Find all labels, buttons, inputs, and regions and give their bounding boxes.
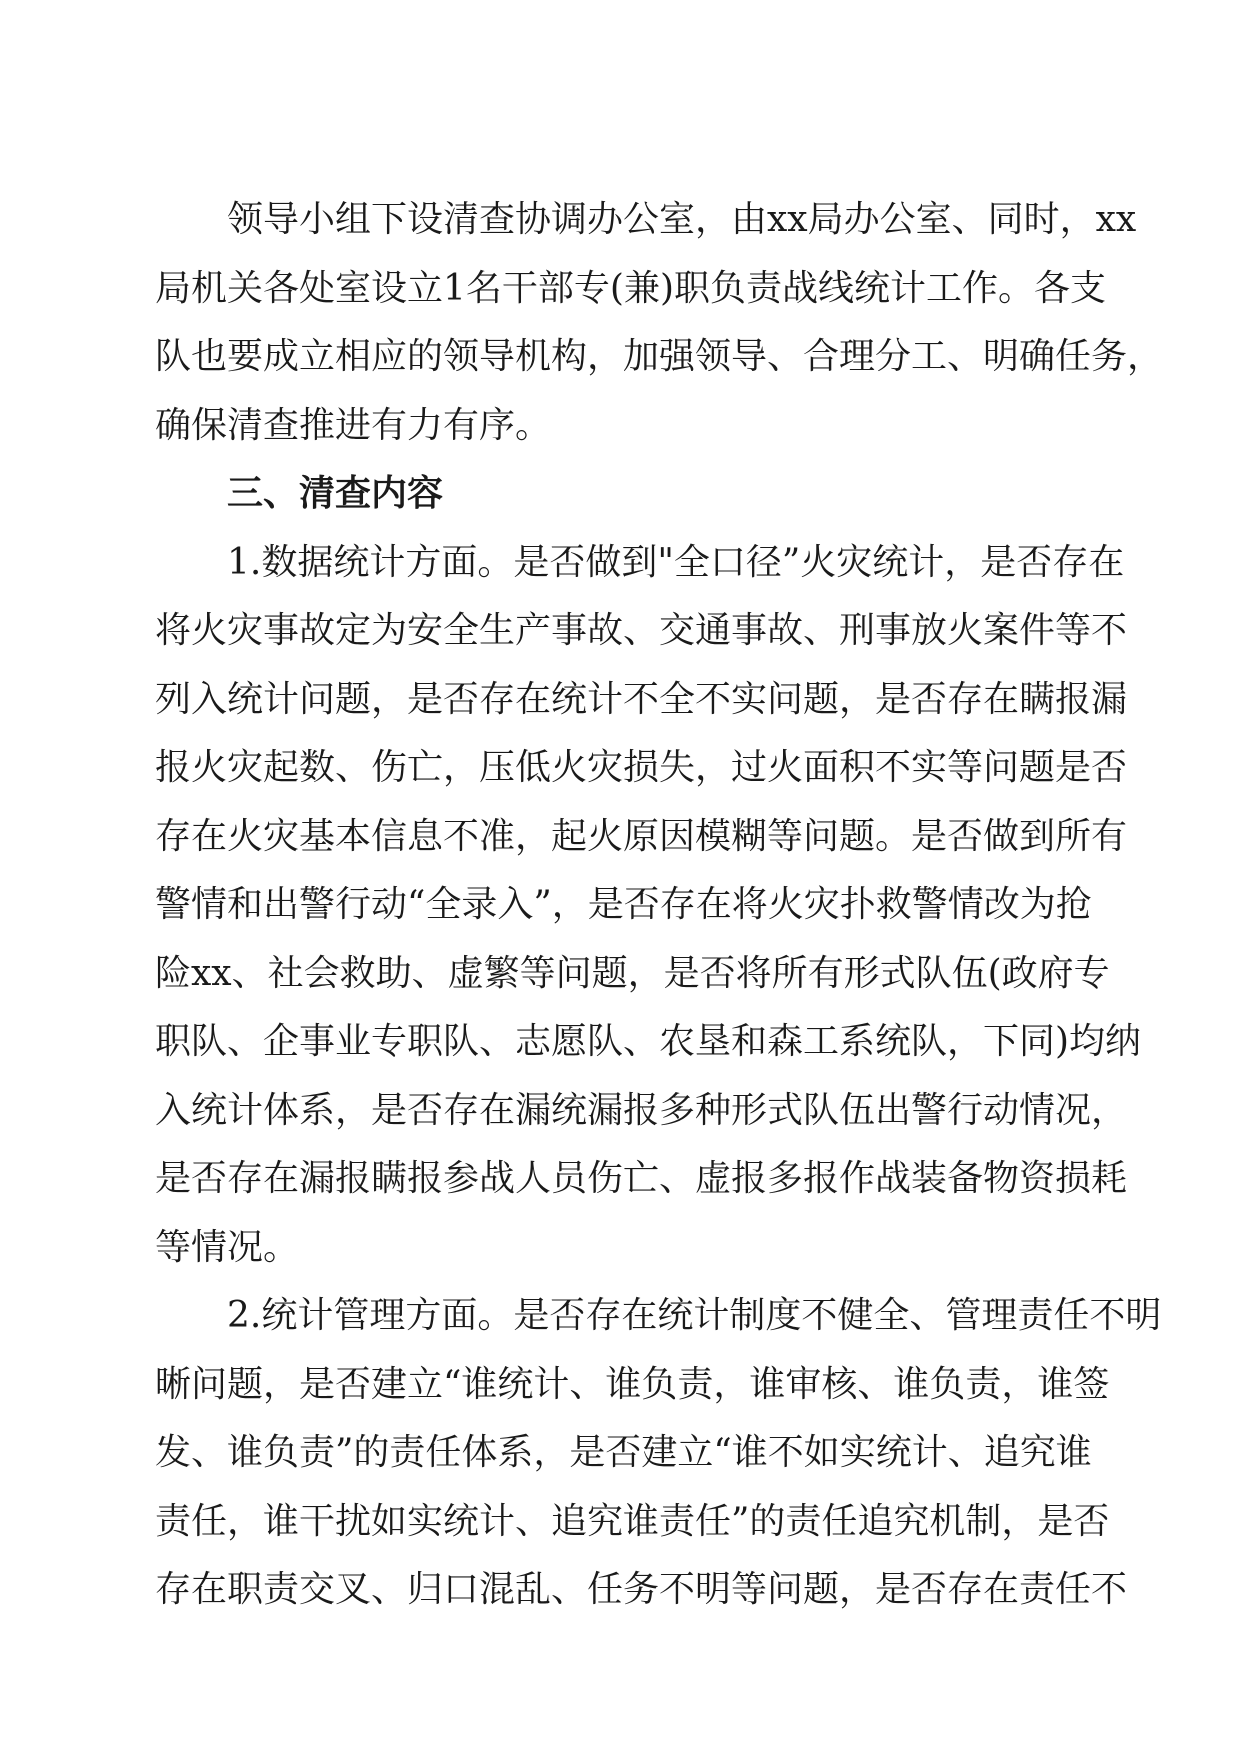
text-line: 职队、企事业专职队、志愿队、农垦和森工系统队，下同)均纳 — [155, 1021, 1142, 1062]
text-line: 队也要成立相应的领导机构，加强领导、合理分工、明确任务， — [155, 336, 1164, 377]
text-line: 责任，谁干扰如实统计、追究谁责任”的责任追究机制，是否 — [155, 1500, 1110, 1542]
text-line: 警情和出警行动“全录入”，是否存在将火灾扑救警情改为抢 — [155, 884, 1092, 925]
text-line: 发、谁负责”的责任体系，是否建立“谁不如实统计、追究谁 — [155, 1432, 1092, 1473]
text-line: 将火灾事故定为安全生产事故、交通事故、刑事放火案件等不 — [155, 610, 1128, 651]
paragraph-leadership-office — [155, 186, 1164, 460]
paragraph-data-statistics — [155, 529, 1142, 1283]
text-line: 等情况。 — [155, 1226, 300, 1268]
text-line: 1.数据统计方面。是否做到"全口径”火灾统计，是否存在 — [227, 541, 1125, 583]
text-line: 确保清查推进有力有序。 — [155, 404, 552, 446]
text-line: 2.统计管理方面。是否存在统计制度不健全、管理责任不明 — [227, 1295, 1162, 1336]
document-body — [155, 186, 1164, 1625]
text-line: 领导小组下设清查协调办公室，由xx局办公室、同时，xx — [227, 199, 1137, 240]
text-line: 存在职责交叉、归口混乱、任务不明等问题，是否存在责任不 — [155, 1569, 1128, 1610]
paragraph-statistics-management — [155, 1282, 1162, 1625]
text-line: 入统计体系，是否存在漏统漏报多种形式队伍出警行动情况， — [155, 1089, 1128, 1131]
text-line: 列入统计问题，是否存在统计不全不实问题，是否存在瞒报漏 — [155, 678, 1128, 720]
text-line: 是否存在漏报瞒报参战人员伤亡、虚报多报作战装备物资损耗 — [155, 1158, 1128, 1199]
text-line: 险xx、社会救助、虚繁等问题，是否将所有形式队伍(政府专 — [155, 952, 1110, 994]
text-line: 报火灾起数、伤亡，压低火灾损失，过火面积不实等问题是否 — [155, 747, 1128, 788]
section-heading: 三、清查内容 — [227, 473, 444, 514]
text-line: 存在火灾基本信息不准，起火原因模糊等问题。是否做到所有 — [155, 815, 1128, 857]
text-line: 晰问题，是否建立“谁统计、谁负责，谁审核、谁负责，谁签 — [155, 1363, 1110, 1405]
text-line: 局机关各处室设立1名干部专(兼)职负责战线统计工作。各支 — [155, 267, 1106, 309]
